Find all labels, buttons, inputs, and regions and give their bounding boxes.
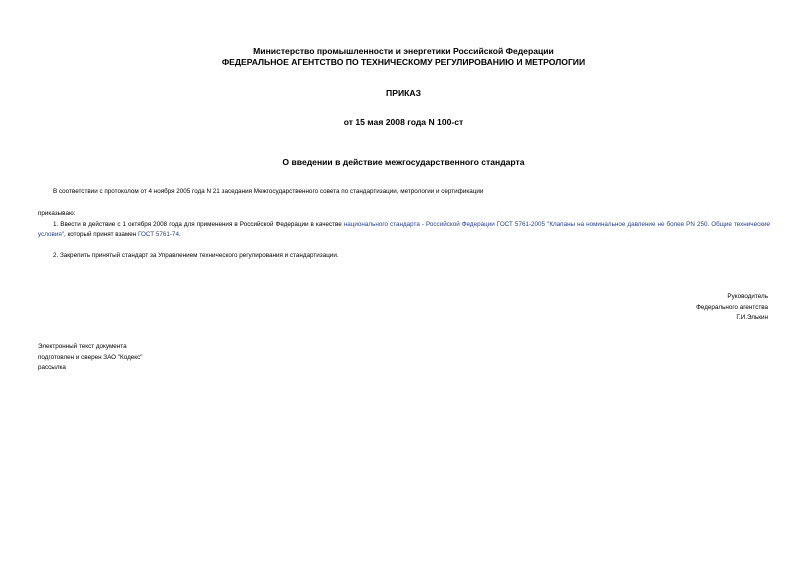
order-item-1	[38, 220, 770, 239]
ministry-name: Министерство промышленности и энергетики Российской Федерации	[253, 46, 554, 56]
footer-line-3: рассылка	[38, 364, 66, 371]
footer-line-1: Электронный текст документа	[38, 343, 127, 350]
item1-text-middle: , который принят взамен	[63, 230, 138, 238]
item1-text-before: 1. Ввести в действие с 1 октября 2008 года для применения в Российской Федерации в качестве	[53, 221, 344, 228]
document-date: от 15 мая 2008 года N 100-ст	[343, 117, 464, 127]
item1-text-after: .	[178, 230, 181, 238]
signature-position: Руководитель	[727, 293, 768, 300]
old-standard-link[interactable]: ГОСТ 5761-74	[137, 230, 179, 238]
preamble-text: В соответствии с протоколом от 4 ноября 2005 года N 21 заседания Межгосударственного совета по стандартизации, метрологии и сертификации	[53, 188, 484, 195]
document-type: ПРИКАЗ	[386, 88, 421, 98]
order-item-2: 2. Закрепить принятый стандарт за Управлением технического регулирования и стандартизации.	[53, 252, 339, 259]
signature-name: Г.И.Элькин	[736, 314, 768, 321]
order-word: приказываю:	[38, 210, 76, 217]
signature-block	[696, 292, 768, 324]
footer-note	[38, 342, 142, 374]
document-title: О введении в действие межгосударственного стандарта	[282, 157, 525, 167]
standard-link[interactable]: национального стандарта - Российской Федерации ГОСТ 5761-2005 "Клапаны на номинальное давление не более PN 250. Общие технические условия"	[38, 221, 770, 238]
footer-line-2: подготовлен и сверен ЗАО "Кодекс"	[38, 353, 143, 361]
signature-organization: Федерального агентства	[696, 303, 768, 311]
agency-name: ФЕДЕРАЛЬНОЕ АГЕНТСТВО ПО ТЕХНИЧЕСКОМУ РЕГУЛИРОВАНИЮ И МЕТРОЛОГИИ	[221, 57, 586, 67]
